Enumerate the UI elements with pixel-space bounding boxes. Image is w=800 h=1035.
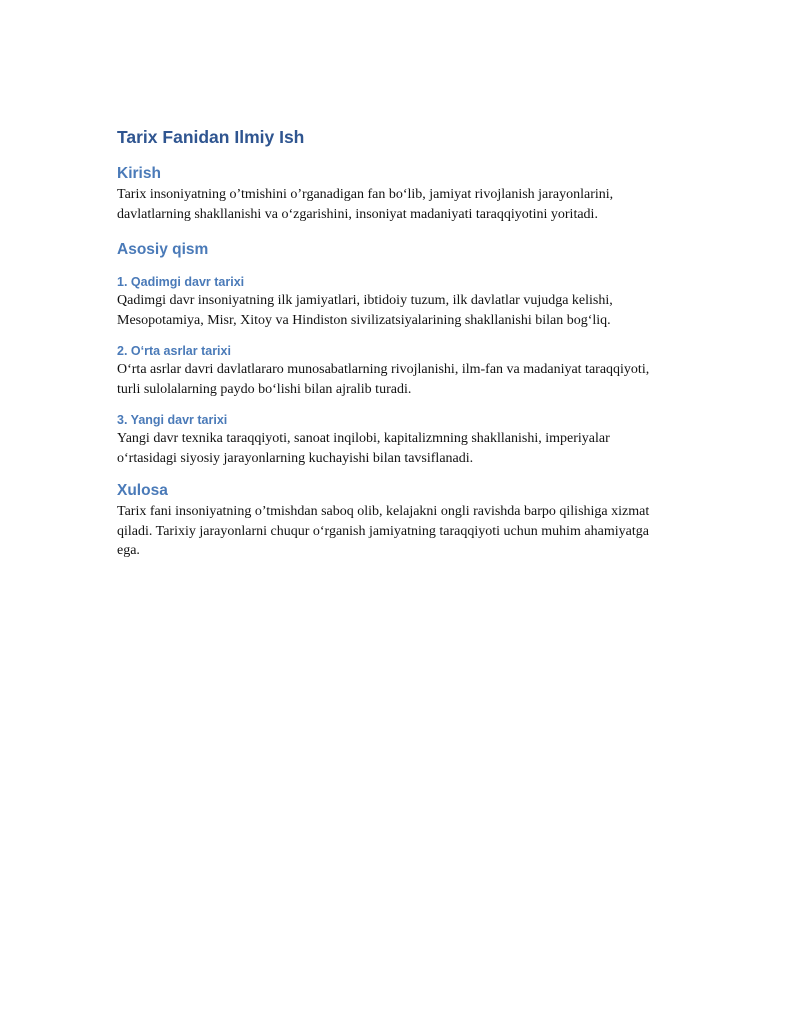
subsection-heading: 3. Yangi davr tarixi [117,413,228,427]
subsection-ancient [117,273,697,330]
subsection-modern [117,411,697,468]
subsection-medieval [117,342,697,399]
paragraph-line: qiladi. Tarixiy jarayonlarni chuqur o‘rganish jamiyatning taraqqiyoti uchun muhim ahamiyatga [117,523,649,539]
document-title: Tarix Fanidan Ilmiy Ish [117,127,305,147]
paragraph-line: O‘rta asrlar davri davlatlararo munosabatlarning rivojlanishi, ilm-fan va madaniyat taraqqiyoti, [117,362,650,377]
main-section [117,239,697,468]
paragraph-line: Yangi davr texnika taraqqiyoti, sanoat inqilobi, kapitalizmning shakllanishi, imperiyalar [117,431,610,446]
intro-heading: Kirish [117,165,161,182]
paragraph-line: ega. [117,543,140,558]
intro-section [117,163,697,224]
conclusion-paragraph [117,502,697,561]
document-body [117,125,697,561]
intro-paragraph [117,185,697,224]
conclusion-section [117,480,697,561]
subsection-heading: 1. Qadimgi davr tarixi [117,275,245,289]
paragraph-line: turli sulolalarning paydo bo‘lishi bilan ajralib turadi. [117,381,412,397]
subsection-paragraph [117,429,697,468]
conclusion-heading: Xulosa [117,482,168,499]
subsection-paragraph [117,291,697,330]
intro-line: Tarix insoniyatning o’tmishini o’rganadigan fan bo‘lib, jamiyat rivojlanish jarayonlarini, [117,187,614,202]
paragraph-line: o‘rtasidagi siyosiy jarayonlarning kuchayishi bilan tavsiflanadi. [117,450,474,466]
subsection-heading: 2. O‘rta asrlar tarixi [117,344,231,358]
paragraph-line: Tarix fani insoniyatning o’tmishdan saboq olib, kelajakni ongli ravishda barpo qilishiga xizmat [117,504,650,519]
intro-line: davlatlarning shakllanishi va o‘zgarishini, insoniyat madaniyati taraqqiyotini yoritadi. [117,206,598,222]
main-heading: Asosiy qism [117,241,209,258]
subsection-paragraph [117,360,697,399]
paragraph-line: Mesopotamiya, Misr, Xitoy va Hindiston sivilizatsiyalarining shakllanishi bilan bog‘liq. [117,312,611,328]
paragraph-line: Qadimgi davr insoniyatning ilk jamiyatlari, ibtidoiy tuzum, ilk davlatlar vujudga kelishi, [117,293,613,308]
